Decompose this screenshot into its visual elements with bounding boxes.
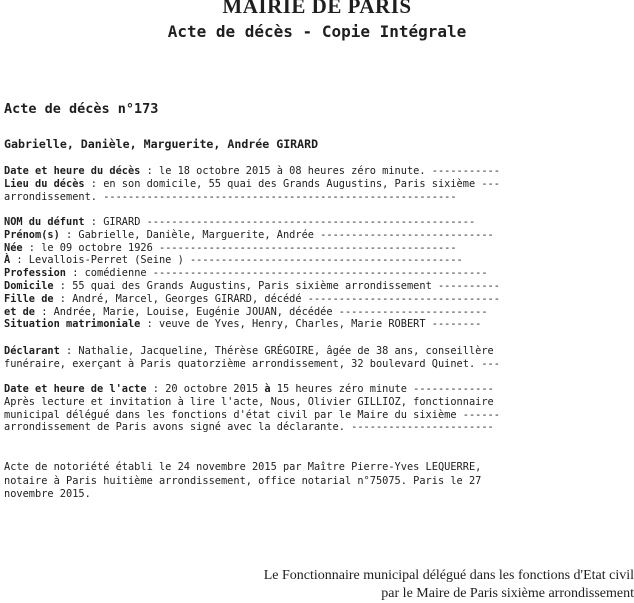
father-label: Fille de [4,292,54,305]
acte-date-label: Date et heure de l'acte [4,383,147,395]
birthplace-label: À [4,254,11,267]
declarant-line [4,345,632,358]
domicile-label: Domicile [4,279,54,292]
prenoms-line [4,229,632,242]
acte-date-time: 15 heures zéro minute ------------- [270,383,494,395]
acte-details [4,383,632,434]
notoriete-line-3: novembre 2015. [4,488,91,500]
declarant-value: : Nathalie, Jacqueline, Thérèse GRÉGOIRE, âgée de 38 ans, conseillère [59,345,494,357]
profession-label: Profession [4,267,66,280]
nee-line [4,242,632,255]
marital-status-label: Situation matrimoniale [4,318,141,331]
father-line [4,293,632,306]
marital-status-line [4,318,632,331]
nom-label: NOM du défunt [4,216,85,228]
acte-text-line-2: municipal délégué dans les fonctions d'état civil par le Maire du sixième ------ [4,408,500,421]
nom-value: : GIRARD ----------------------------------------------------- [84,216,476,228]
nee-label: Née [4,241,23,254]
death-date-label: Date et heure du décès [4,165,141,177]
death-place-line [4,178,632,191]
marital-status-value: : veuve de Yves, Henry, Charles, Marie ROBERT -------- [140,318,482,331]
notoriete-details [4,461,632,502]
death-details [4,165,632,203]
birthplace-line [4,254,632,267]
nee-value: : le 09 octobre 1926 ------------------------------------------------ [22,241,457,254]
notoriete-line-1: Acte de notoriété établi le 24 novembre 2015 par Maître Pierre-Yves LEQUERRE, [4,461,482,473]
acte-text-line-3: arrondissement de Paris avons signé avec la déclarante. ----------------------- [4,421,494,434]
death-place-value: : en son domicile, 55 quai des Grands Augustins, Paris sixième --- [84,177,500,190]
declarant-continuation: funéraire, exerçant à Paris quatorzième arrondissement, 32 boulevard Quinet. --- [4,357,500,370]
declarant-details [4,345,632,371]
father-value: : André, Marcel, Georges GIRARD, décédé ------------------------------- [53,292,500,305]
death-date-line [4,165,632,178]
acte-date-a: à [264,383,271,395]
mother-label: et de [4,305,35,318]
death-date-value: : le 18 octobre 2015 à 08 heures zéro minute. ----------- [140,165,500,177]
declarant-label: Déclarant [4,345,60,357]
deceased-full-name: Gabrielle, Danièle, Marguerite, Andrée GIRARD [4,137,319,151]
acte-date-value: : 20 octobre 2015 [146,383,265,395]
mairie-title: MAIRIE DE PARIS [222,0,412,18]
birthplace-value: : Levallois-Perret (Seine ) -------------------------------------------- [10,254,463,267]
death-place-label: Lieu du décès [4,177,85,190]
death-place-continuation: arrondissement. --------------------------------------------------------- [4,190,457,203]
prenoms-label: Prénom(s) [4,228,60,241]
domicile-line [4,280,632,293]
document-subtitle: Acte de décès - Copie Intégrale [167,22,467,41]
signature-line-2: par le Maire de Paris sixième arrondissement [381,586,634,601]
acte-text-line-1: Après lecture et invitation à lire l'acte, Nous, Olivier GILLIOZ, fonctionnaire [4,395,494,408]
prenoms-value: : Gabrielle, Danièle, Marguerite, Andrée ---------------------------- [59,228,494,241]
signature-line-1: Le Fonctionnaire municipal délégué dans les fonctions d'Etat civil [263,568,634,583]
nom-line [4,216,632,229]
profession-line [4,267,632,280]
acte-number: Acte de décès n°173 [4,101,159,117]
defunt-details [4,216,632,331]
mother-value: : Andrée, Marie, Louise, Eugénie JOUAN, décédée ------------------------ [35,305,488,318]
mother-line [4,306,632,319]
notoriete-line-2: notaire à Paris huitième arrondissement, office notarial n°75075. Paris le 27 [4,474,482,487]
acte-date-line [4,383,632,396]
signature-block [264,567,634,603]
domicile-value: : 55 quai des Grands Augustins, Paris sixième arrondissement ---------- [53,279,500,292]
profession-value: : comédienne ------------------------------------------------------ [66,267,488,280]
